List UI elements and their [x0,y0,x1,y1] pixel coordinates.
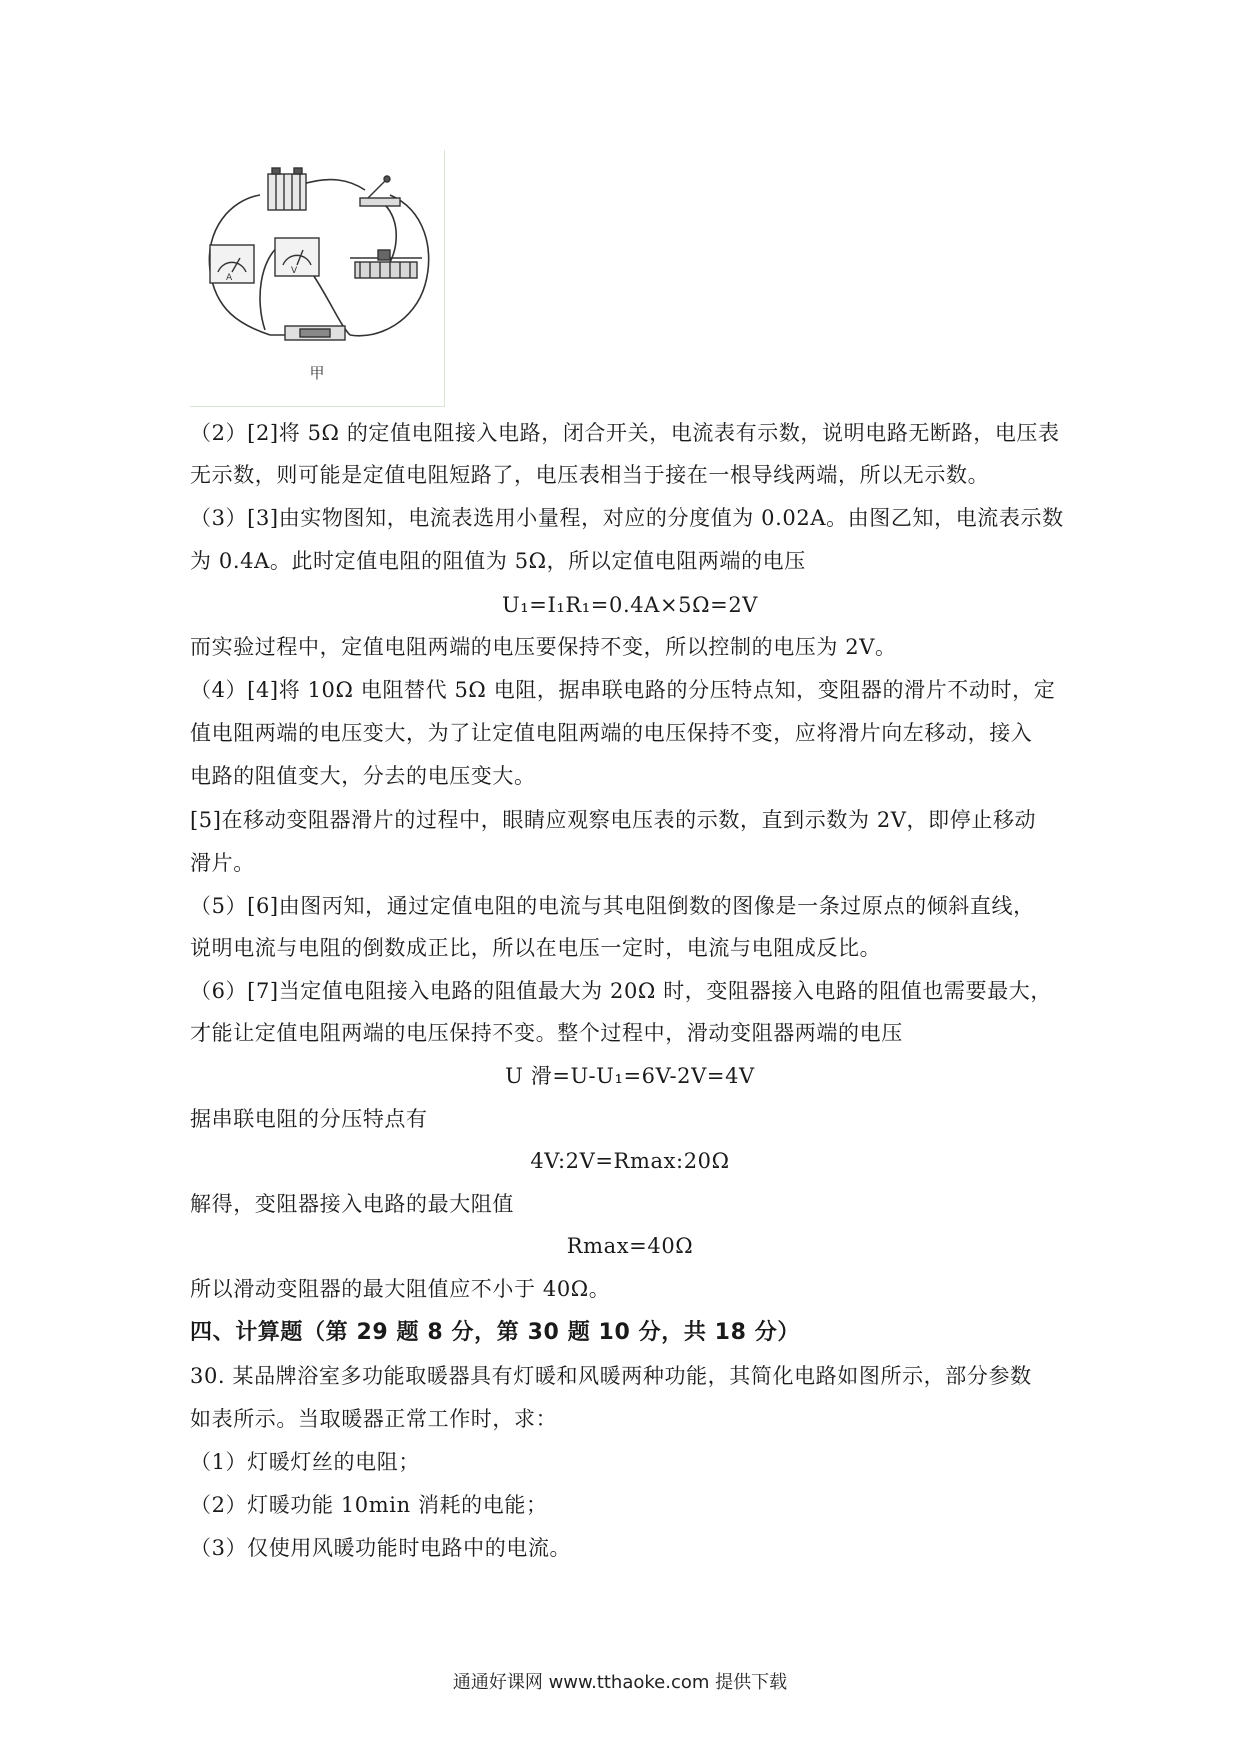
text-line: （1）灯暖灯丝的电阻； [190,1450,420,1474]
resistor-icon [285,326,345,340]
text-line: （2）灯暖功能 10min 消耗的电能； [190,1493,548,1517]
text-line: 才能让定值电阻两端的电压保持不变。整个过程中，滑动变阻器两端的电压 [190,1021,903,1045]
text-line: 而实验过程中，定值电阻两端的电压要保持不变，所以控制的电压为 2V。 [190,635,897,659]
text-line: 30. 某品牌浴室多功能取暖器具有灯暖和风暖两种功能，其简化电路如图所示，部分参数 [190,1364,1032,1388]
text-line: 滑片。 [190,851,255,875]
text-line: [5]在移动变阻器滑片的过程中，眼睛应观察电压表的示数，直到示数为 2V，即停止移动 [190,808,1037,832]
circuit-figure [190,150,445,407]
text-line: 电路的阻值变大，分去的电压变大。 [190,764,536,788]
text-line: 所以滑动变阻器的最大阻值应不小于 40Ω。 [190,1277,611,1301]
figure-caption: 甲 [309,364,325,382]
ammeter-icon [210,245,254,283]
text-line: （4）[4]将 10Ω 电阻替代 5Ω 电阻，据串联电路的分压特点知，变阻器的滑片不动时，定 [190,678,1056,702]
text-line: （3）仅使用风暖功能时电路中的电流。 [190,1536,572,1560]
voltmeter-icon [275,238,319,276]
rheostat-icon [350,250,422,278]
switch-icon [360,176,400,206]
text-line: （2）[2]将 5Ω 的定值电阻接入电路，闭合开关，电流表有示数，说明电路无断路，电压表 [190,421,1060,445]
text-line: 无示数，则可能是定值电阻短路了，电压表相当于接在一根导线两端，所以无示数。 [190,463,990,487]
text-line: 为 0.4A。此时定值电阻的阻值为 5Ω，所以定值电阻两端的电压 [190,549,806,573]
svg-text:A: A [226,273,233,283]
text-line: 据串联电阻的分压特点有 [190,1107,428,1131]
section-heading: 四、计算题（第 29 题 8 分，第 30 题 10 分，共 18 分） [190,1320,800,1345]
text-line: 如表所示。当取暖器正常工作时，求： [190,1407,558,1431]
page-footer: 通通好课网 www.tthaoke.com 提供下载 [452,1672,788,1693]
text-line: （3）[3]由实物图知，电流表选用小量程，对应的分度值为 0.02A。由图乙知，电流表示数 [190,506,1064,530]
equation: Rmax=40Ω [566,1234,694,1258]
battery-icon [268,168,306,210]
text-line: （5）[6]由图丙知，通过定值电阻的电流与其电阻倒数的图像是一条过原点的倾斜直线， [190,894,1035,918]
equation: 4V:2V=Rmax:20Ω [530,1149,730,1173]
text-line: 说明电流与电阻的倒数成正比，所以在电压一定时，电流与电阻成反比。 [190,936,882,960]
equation: U 滑=U-U₁=6V-2V=4V [505,1064,755,1088]
text-line: （6）[7]当定值电阻接入电路的阻值最大为 20Ω 时，变阻器接入电路的阻值也需要最大， [190,979,1052,1003]
equation: U₁=I₁R₁=0.4A×5Ω=2V [501,593,759,617]
text-line: 值电阻两端的电压变大，为了让定值电阻两端的电压保持不变，应将滑片向左移动，接入 [190,721,1033,745]
text-line: 解得，变阻器接入电路的最大阻值 [190,1192,514,1216]
svg-text:V: V [291,266,298,276]
